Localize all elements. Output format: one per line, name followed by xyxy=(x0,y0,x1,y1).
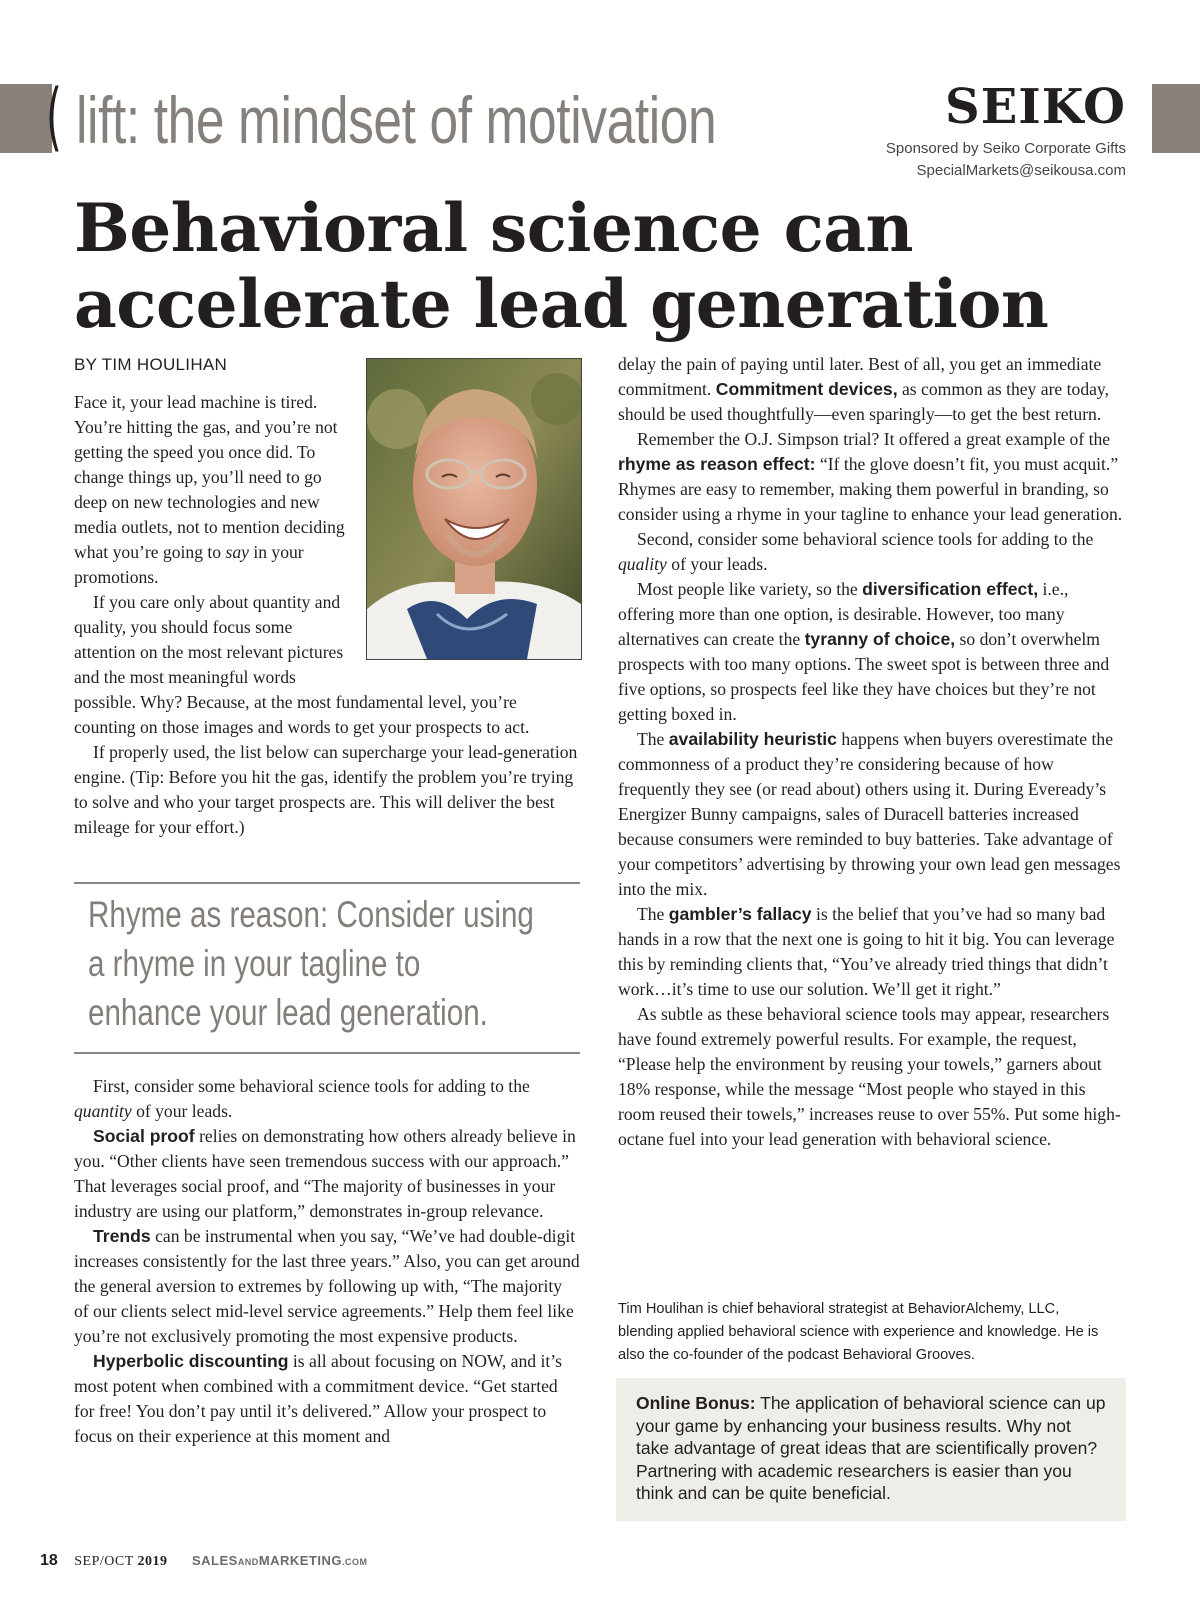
column-2 xyxy=(618,352,1126,1152)
headline-line: accelerate lead generation xyxy=(74,265,1049,343)
sponsor-logo: SEIKO xyxy=(945,79,1126,135)
column-1-continued xyxy=(74,1074,580,1449)
body-paragraph: First, consider some behavioral science tools for adding to the quantity of your leads. xyxy=(74,1076,530,1121)
body-paragraph: delay the pain of paying until later. Best of all, you get an immediate commitment. Commitment devices, as common as they are today, should be used thoughtfully—even sparingly—to get the best return. xyxy=(618,354,1109,424)
article-headline xyxy=(74,190,1134,342)
body-paragraph: Second, consider some behavioral science tools for adding to the quality of your leads. xyxy=(618,529,1094,574)
intro-paragraph: If properly used, the list below can supercharge your lead-generation engine. (Tip: Before you hit the gas, identify the problem you’re trying to solve and who your target prospects are. This will deliver the best mileage for your effort.) xyxy=(74,742,578,837)
pullquote-bottom-rule xyxy=(74,1052,580,1054)
pullquote-top-rule xyxy=(74,882,580,884)
section-title: lift: the mindset of motivation xyxy=(76,83,717,157)
headline-line: Behavioral science can xyxy=(74,189,914,267)
online-bonus-box xyxy=(616,1378,1126,1521)
online-bonus-label: Online Bonus: xyxy=(636,1393,756,1413)
online-bonus-text: The application of behavioral science can up your game by enhancing your business results. Why not take advantage of great ideas that are scientifically proven? Partnering with academic researchers is easier than you think and can be quite beneficial. xyxy=(636,1393,1106,1503)
body-paragraph: The availability heuristic happens when buyers overestimate the commonness of a product they’re considering because of how frequently they see (or read about) others using it. During Eveready’s Energizer Bunny campaigns, sales of Duracell batteries increased because consumers were reminded to buy batteries. Take advantage of your competitors’ advertising by throwing your own lead gen messages into the mix. xyxy=(618,729,1121,899)
header-band-left xyxy=(0,84,52,153)
header-band-right xyxy=(1152,84,1200,153)
intro-paragraph: Face it, your lead machine is tired. You’re hitting the gas, and you’re not getting the speed you once did. To change things up, you’ll need to go deep on new technologies and new media outlets, not to mention deciding what you’re going to say in your promotions. xyxy=(74,392,345,587)
section-bracket: ( xyxy=(46,74,62,160)
intro-text xyxy=(74,390,578,840)
body-paragraph: Hyperbolic discounting is all about focusing on NOW, and it’s most potent when combined with a commitment device. “Get started for free! You don’t pay until it’s delivered.” Allow your prospect to focus on their experience at this moment and xyxy=(74,1351,562,1446)
body-paragraph: As subtle as these behavioral science tools may appear, researchers have found extremely powerful results. For example, the request, “Please help the environment by reusing your towels,” garners about 18% response, while the message “Most people who stayed in this room reused their towels,” increases reuse to over 55%. Put some high-octane fuel into your lead generation with behavioral science. xyxy=(618,1004,1121,1149)
page-footer xyxy=(40,1552,368,1570)
sponsor-email: SpecialMarkets@seikousa.com xyxy=(916,162,1126,179)
page-number: 18 xyxy=(40,1552,58,1569)
body-paragraph: Trends can be instrumental when you say, “We’ve had double-digit increases consistently for the last three years.” Also, you can get around the general aversion to extremes by following up with, “The majority of our clients select mid-level service agreements.” Help them feel like you’re not exclusively promoting the most expensive products. xyxy=(74,1226,580,1346)
body-paragraph: Social proof relies on demonstrating how others already believe in you. “Other clients have seen tremendous success with our approach.” That leverages social proof, and “The majority of businesses in your industry are using our platform,” demonstrates in-group relevance. xyxy=(74,1126,576,1221)
sponsor-credit xyxy=(886,138,1126,182)
photo-wrap-space xyxy=(356,390,578,670)
issue-date: SEP/OCT 2019 xyxy=(74,1554,168,1569)
body-paragraph: Most people like variety, so the diversification effect, i.e., offering more than one option, is desirable. However, too many alternatives can create the tyranny of choice, so don’t overwhelm prospects with too many options. The sweet spot is between three and five options, so prospects feel like they have choices but they’re not getting boxed in. xyxy=(618,579,1110,724)
sponsor-line: Sponsored by Seiko Corporate Gifts xyxy=(885,140,1126,157)
pullquote: Rhyme as reason: Consider using a rhyme in your tagline to enhance your lead generation. xyxy=(88,894,534,1033)
author-bio: Tim Houlihan is chief behavioral strategist at BehaviorAlchemy, LLC, blending applied behavioral science with experience and knowledge. He is also the co-founder of the podcast Behavioral Grooves. xyxy=(618,1301,1099,1363)
site-name: SALESANDMARKETING.COM xyxy=(191,1553,368,1568)
body-paragraph: The gambler’s fallacy is the belief that you’ve had so many bad hands in a row that the next one is going to hit it big. You can leverage this by reminding clients that, “You’ve already tried things that didn’t work…it’s time to use our solution. We’ll get it right.” xyxy=(618,904,1115,999)
intro-paragraph: If you care only about quantity and quality, you should focus some attention on the most relevant pictures and the most meaningful words possible. Why? Because, at the most fundamental level, you’re counting on those images and words to get your prospects to act. xyxy=(74,592,530,737)
byline: BY TIM HOULIHAN xyxy=(74,355,228,374)
body-paragraph: Remember the O.J. Simpson trial? It offered a great example of the rhyme as reason effect: “If the glove doesn’t fit, you must acquit.” Rhymes are easy to remember, making them powerful in branding, so consider using a rhyme in your tagline to enhance your lead generation. xyxy=(618,429,1123,524)
